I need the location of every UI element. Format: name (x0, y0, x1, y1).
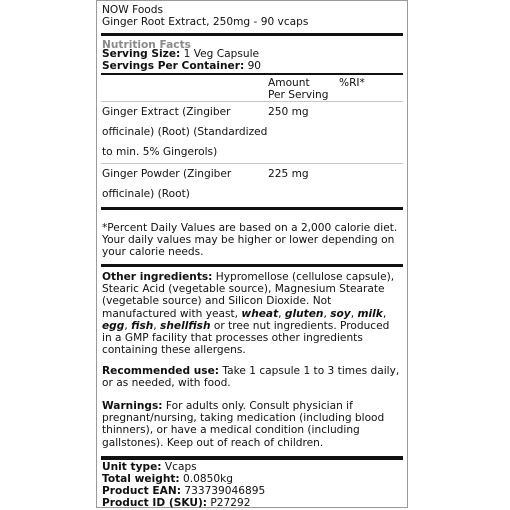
nutrient-amount: 225 mg (268, 168, 309, 180)
nutrient-name: to min. 5% Gingerols) (102, 146, 218, 158)
product-sku-value: P27292 (210, 497, 251, 509)
serving-size-label: Serving Size: (102, 48, 181, 60)
other-ingredients: Other ingredients: Hypromellose (cellulose capsule), Stearic Acid (vegetable source), Magnesium Stearate (vegetable source) and Silicon Dioxide. Not manufactured with yeast, wheat, gluten, soy, milk, egg, fish, shellfish or tree nut ingredients. Produced in a GMP facility that processes other ingredients containing these allergens. (102, 271, 395, 357)
row-divider (101, 163, 403, 164)
nutrient-name: officinale) (Root) (Standardized (102, 126, 268, 138)
brand-name: NOW Foods (102, 4, 164, 16)
product-ean-value: 733739046895 (184, 485, 266, 497)
heavy-divider (101, 456, 403, 460)
nutrition-facts-title: Nutrition Facts (102, 39, 191, 51)
product-sku-label: Product ID (SKU): (102, 497, 208, 509)
amount-header-line2: Per Serving (268, 89, 329, 101)
total-weight-label: Total weight: (102, 473, 180, 485)
recommended-use-text: Take 1 capsule 1 to 3 times daily, or as needed, with food. (102, 365, 400, 390)
allergen-egg: egg (102, 319, 125, 332)
heavy-divider (101, 264, 403, 267)
supplement-facts-panel (96, 0, 408, 508)
other-ingredients-label: Other ingredients: (102, 271, 213, 283)
warnings-text: For adults only. Consult physician if pregnant/nursing, taking medication (including blood thinners), or have a medical condition (including gallstones). Keep out of reach of children. (102, 400, 385, 449)
daily-value-footnote: *Percent Daily Values are based on a 2,000 calorie diet. Your daily values may be higher or lower depending on your calorie needs. (102, 222, 398, 258)
heavy-divider (101, 207, 403, 210)
heavy-divider (101, 33, 403, 36)
nutrient-name: Ginger Powder (Zingiber (102, 168, 232, 180)
total-weight (102, 473, 233, 485)
recommended-use-label: Recommended use: (102, 365, 220, 377)
serving-size-value: 1 Veg Capsule (183, 48, 260, 60)
nutrient-name: officinale) (Root) (102, 188, 190, 200)
allergen-wheat: wheat (241, 307, 279, 320)
ri-column-header: %RI* (339, 77, 365, 89)
servings-per-value: 90 (247, 60, 262, 72)
allergen-milk: milk (357, 307, 383, 320)
product-ean-label: Product EAN: (102, 485, 181, 497)
amount-column-header (268, 77, 329, 101)
unit-type-label: Unit type: (102, 461, 162, 473)
servings-per-label: Servings Per Container: (102, 60, 245, 72)
serving-size (102, 48, 259, 60)
unit-type-value: Vcaps (164, 461, 197, 473)
row-divider (101, 101, 403, 102)
other-ingredients-text: Hypromellose (cellulose capsule), Stearic Acid (vegetable source), Magnesium Stearate (vegetable source) and Silicon Dioxide. Not manufactured with yeast, (102, 271, 395, 320)
amount-header-line1: Amount (268, 77, 310, 89)
other-ingredients-text-end: or tree nut ingredients. Produced in a GMP facility that processes other ingredients containing these allergens. (102, 319, 390, 357)
total-weight-value: 0.0850kg (183, 473, 233, 485)
warnings (102, 400, 402, 449)
unit-type (102, 461, 197, 473)
warnings-label: Warnings: (102, 400, 163, 412)
allergen-gluten: gluten (284, 307, 324, 320)
product-sku (102, 497, 251, 509)
nutrient-name: Ginger Extract (Zingiber (102, 106, 231, 118)
servings-per-container (102, 60, 261, 72)
allergen-shellfish: shellfish (160, 319, 211, 332)
heavy-divider (101, 73, 403, 75)
recommended-use (102, 365, 402, 389)
product-title: Ginger Root Extract, 250mg - 90 vcaps (102, 16, 309, 28)
allergen-soy: soy (330, 307, 351, 320)
product-ean (102, 485, 265, 497)
nutrient-amount: 250 mg (268, 106, 309, 118)
allergen-fish: fish (131, 319, 154, 332)
